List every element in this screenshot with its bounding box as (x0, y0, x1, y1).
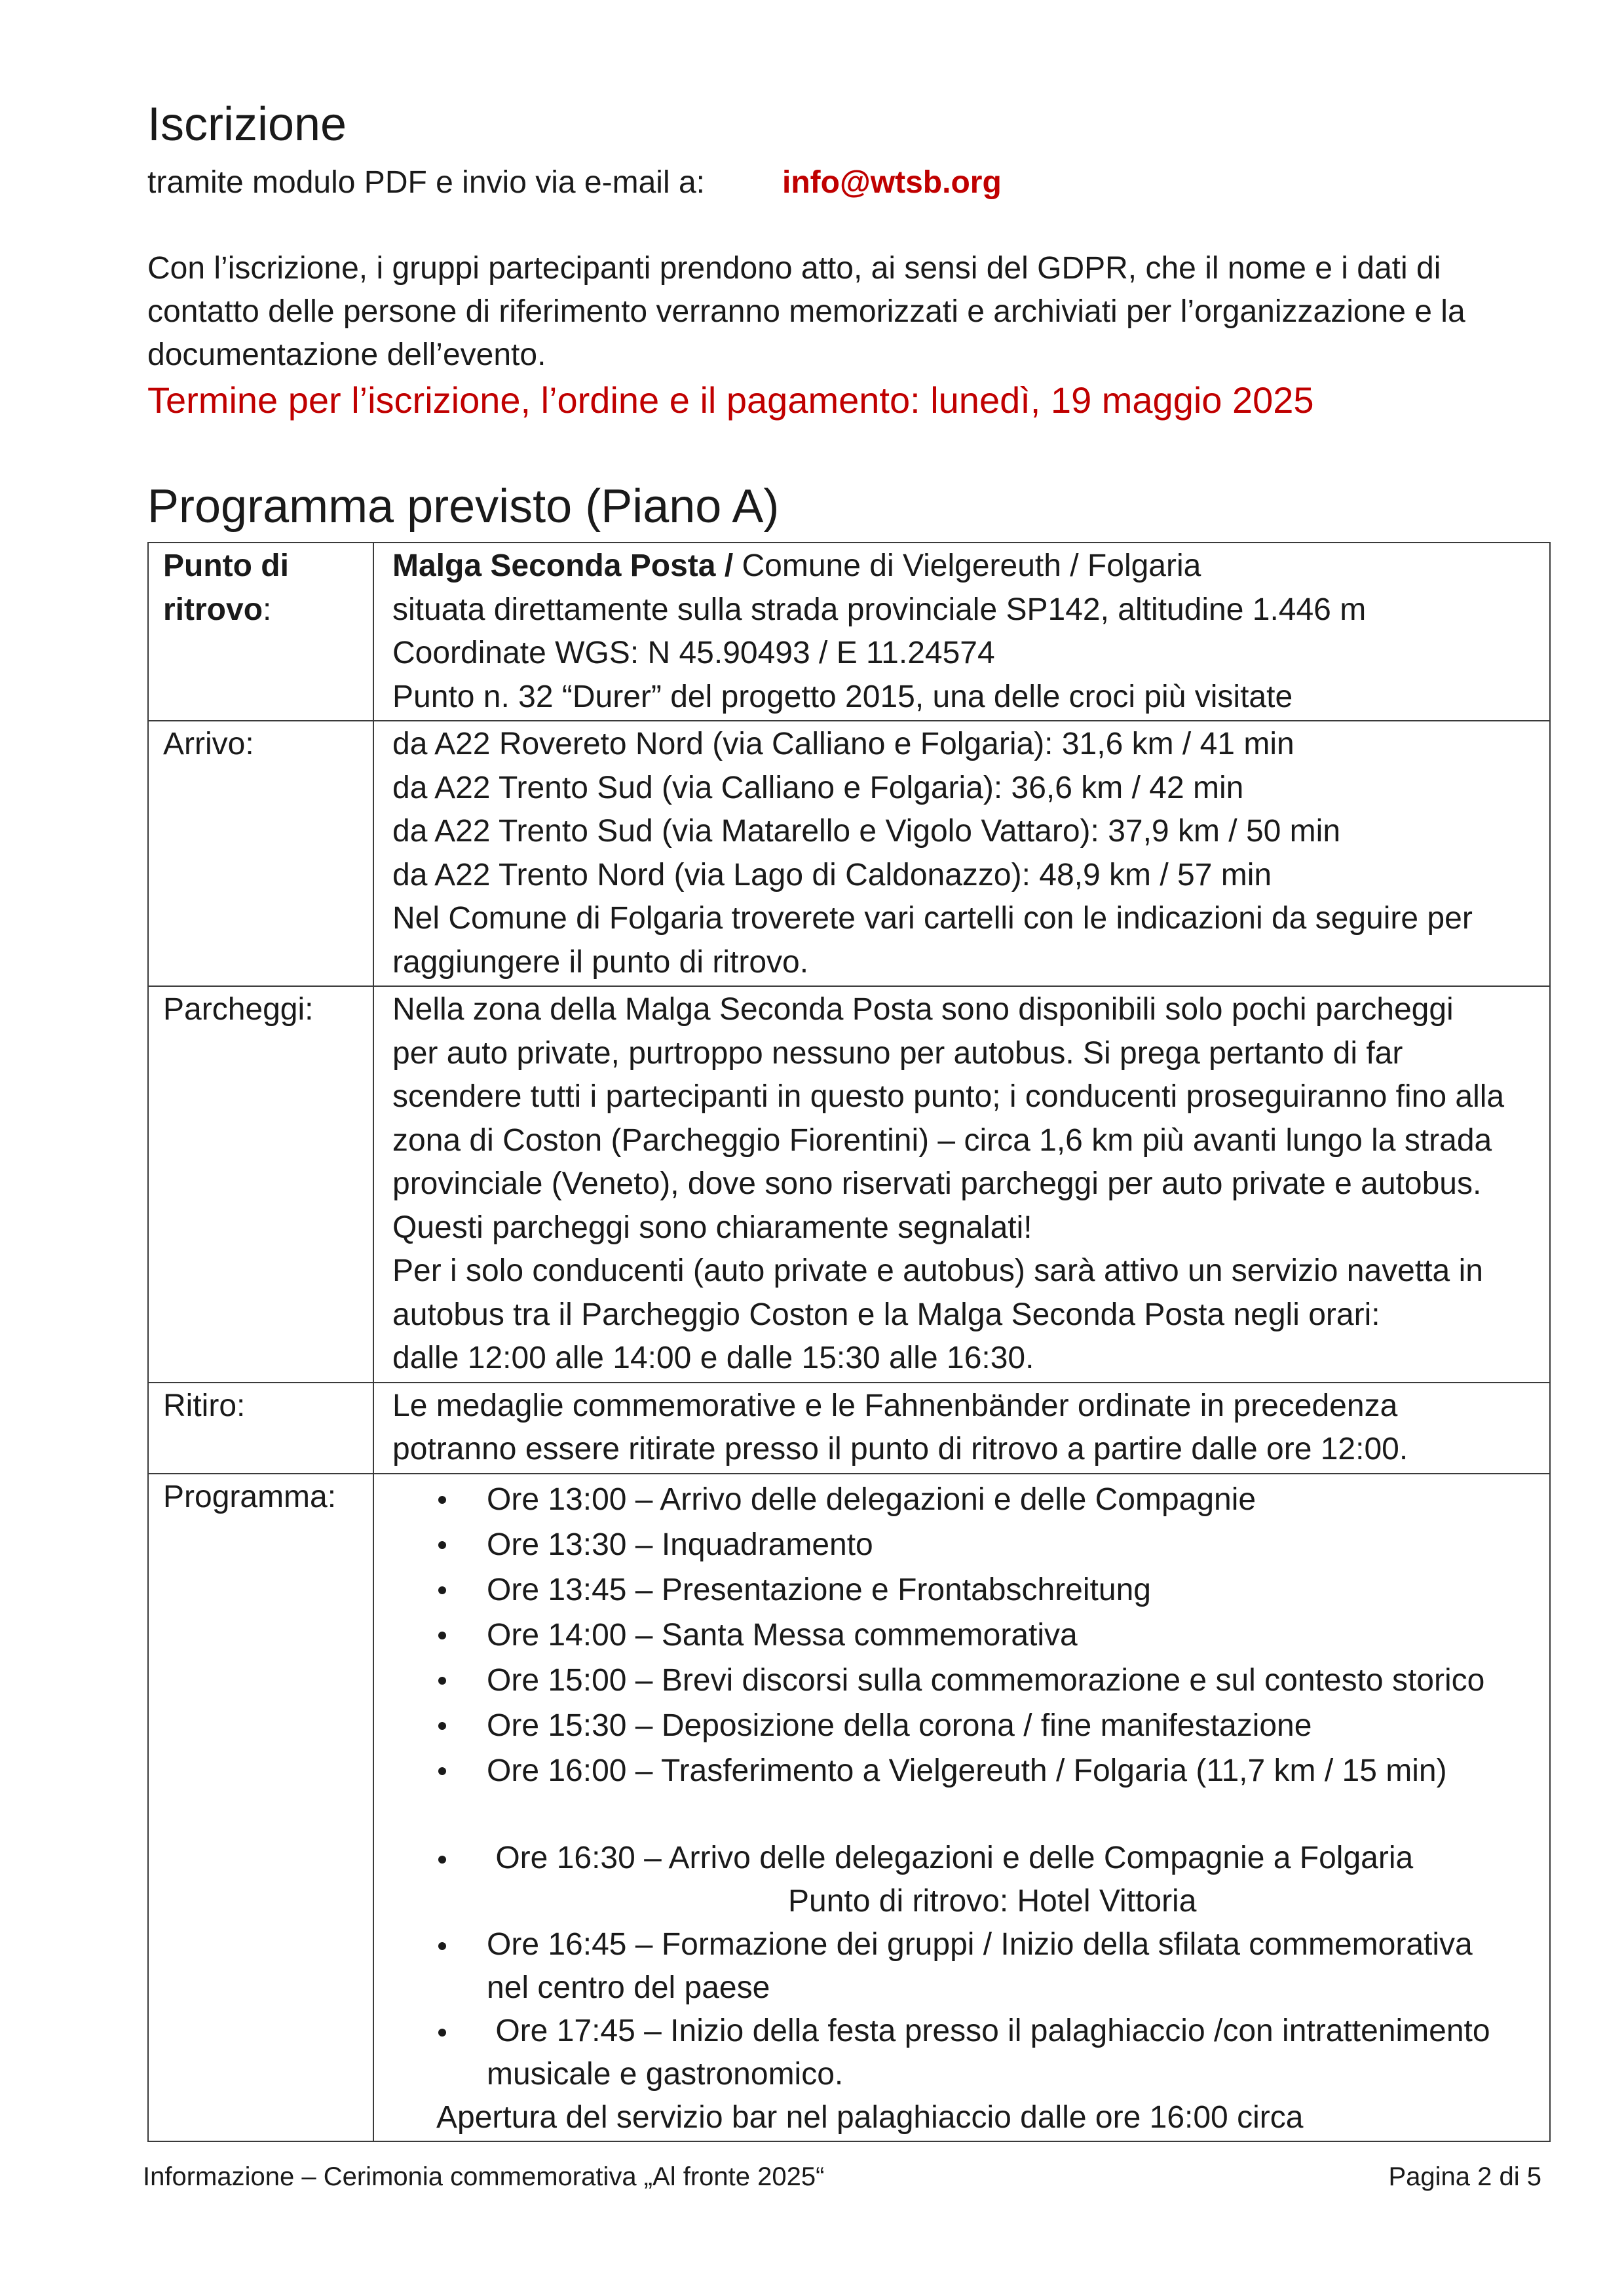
parking-line: zona di Coston (Parcheggio Fiorentini) – circa 1,6 km più avanti lungo la strada (392, 1122, 1492, 1158)
list-item (374, 1567, 1549, 1613)
meeting-place-line: Coordinate WGS: N 45.90493 / E 11.24574 (392, 636, 995, 670)
list-item (374, 2010, 1549, 2096)
pickup-line: potranno essere ritirate presso il punto di ritrovo a partire dalle ore 12:00. (392, 1432, 1408, 1466)
schedule-item-text-cont: musicale e gastronomico. (487, 2056, 844, 2092)
schedule-item-text: Ore 14:00 – Santa Messa commemorativa (487, 1617, 1078, 1653)
deadline-notice: Termine per l’iscrizione, l’ordine e il pagamento: lunedì, 19 maggio 2025 (147, 379, 1314, 421)
list-item (374, 1703, 1549, 1748)
schedule-item-text: Ore 13:00 – Arrivo delle delegazioni e delle Compagnie (487, 1482, 1256, 1517)
schedule-item-text: Ore 16:45 – Formazione dei gruppi / Inizio della sfilata commemorativa (487, 1926, 1473, 1962)
section-title-iscrizione: Iscrizione (147, 98, 347, 151)
bullet-icon (438, 1677, 446, 1685)
schedule-item-text-cont: nel centro del paese (487, 1970, 770, 2005)
row-label-arrivo: Arrivo: (148, 721, 373, 986)
meeting-place-line: situata direttamente sulla strada provinciale SP142, altitudine 1.446 m (392, 592, 1367, 627)
bullet-icon (438, 1632, 446, 1639)
table-row-programma (148, 1474, 1550, 2141)
arrival-note-line: Nel Comune di Folgaria troverete vari cartelli con le indicazioni da seguire per (392, 901, 1473, 936)
row-label-programma: Programma: (148, 1474, 373, 2141)
table-row-ritiro (148, 1383, 1550, 1474)
parking-line: per auto private, purtroppo nessuno per autobus. Si prega pertanto di far (392, 1035, 1403, 1071)
bullet-icon (438, 1541, 446, 1549)
gdpr-line-1: Con l’iscrizione, i gruppi partecipanti prendono atto, ai sensi del GDPR, che il nome e i dati di (147, 251, 1441, 286)
gdpr-line-2: contatto delle persone di riferimento verranno memorizzati e archiviati per l’organizzazione e la (147, 294, 1465, 329)
table-row-parcheggi (148, 986, 1550, 1383)
arrival-note-line: raggiungere il punto di ritrovo. (392, 944, 809, 980)
schedule-item-subtext: Punto di ritrovo: Hotel Vittoria (788, 1883, 1197, 1919)
meeting-place-municipality: Comune di Vielgereuth / Folgaria (733, 548, 1201, 583)
row-content-programma (373, 1474, 1550, 2141)
list-item (374, 1837, 1549, 1923)
row-content-parcheggi (373, 986, 1550, 1383)
schedule-list-folgaria (374, 1837, 1549, 2096)
parking-line: scendere tutti i partecipanti in questo punto; i conducenti proseguiranno fino alla (392, 1079, 1505, 1114)
schedule-item-text: Ore 15:30 – Deposizione della corona / fine manifestazione (487, 1708, 1312, 1743)
arrival-route-line: da A22 Trento Nord (via Lago di Caldonazzo): 48,9 km / 57 min (392, 857, 1272, 892)
parking-line: autobus tra il Parcheggio Coston e la Malga Seconda Posta negli orari: (392, 1297, 1380, 1332)
row-label-punto-ritrovo (148, 543, 373, 721)
bullet-icon (438, 1496, 446, 1504)
footer-title: Informazione – Cerimonia commemorativa „Al fronte 2025“ (143, 2162, 825, 2191)
section-title-programma: Programma previsto (Piano A) (147, 480, 780, 533)
list-item (374, 1658, 1549, 1703)
spacer (374, 1793, 1549, 1837)
list-item (374, 1477, 1549, 1522)
meeting-place-line: Punto n. 32 “Durer” del progetto 2015, una delle croci più visitate (392, 679, 1293, 714)
schedule-item-text: Ore 16:30 – Arrivo delle delegazioni e delle Compagnie a Folgaria (487, 1840, 1414, 1875)
registration-method-text: tramite modulo PDF e invio via e-mail a: (147, 165, 705, 200)
email-link[interactable]: info@wtsb.org (782, 165, 1002, 200)
parking-line: dalle 12:00 alle 14:00 e dalle 15:30 alle 16:30. (392, 1341, 1034, 1375)
list-item (374, 1613, 1549, 1658)
schedule-item-text: Ore 13:30 – Inquadramento (487, 1527, 873, 1562)
row-content-punto-ritrovo (373, 543, 1550, 721)
schedule-item-text: Ore 13:45 – Presentazione e Frontabschreitung (487, 1572, 1151, 1607)
arrival-route-line: da A22 Rovereto Nord (via Calliano e Folgaria): 31,6 km / 41 min (392, 727, 1294, 761)
bullet-icon (438, 1586, 446, 1594)
label-punto-line2: ritrovo (163, 592, 263, 627)
row-content-ritiro (373, 1383, 1550, 1474)
parking-line: Per i solo conducenti (auto private e autobus) sarà attivo un servizio navetta in (392, 1253, 1483, 1288)
bullet-icon (438, 1856, 446, 1864)
schedule-item-text: Ore 17:45 – Inizio della festa presso il palaghiaccio /con intrattenimento (487, 2013, 1490, 2048)
label-punto-colon: : (263, 592, 272, 627)
bullet-icon (438, 2029, 446, 2037)
parking-line: Nella zona della Malga Seconda Posta sono disponibili solo pochi parcheggi (392, 992, 1454, 1027)
row-content-arrivo (373, 721, 1550, 986)
bullet-icon (438, 1767, 446, 1775)
bullet-icon (438, 1942, 446, 1950)
row-label-ritiro: Ritiro: (148, 1383, 373, 1474)
page-number: Pagina 2 di 5 (1388, 2162, 1541, 2191)
list-item (374, 1748, 1549, 1793)
arrival-route-line: da A22 Trento Sud (via Matarello e Vigolo Vattaro): 37,9 km / 50 min (392, 814, 1341, 849)
schedule-item-text: Ore 16:00 – Trasferimento a Vielgereuth / Folgaria (11,7 km / 15 min) (487, 1753, 1447, 1788)
parking-line: Questi parcheggi sono chiaramente segnalati! (392, 1210, 1032, 1245)
meeting-place-name: Malga Seconda Posta / (392, 548, 734, 583)
parking-line: provinciale (Veneto), dove sono riservati parcheggi per auto private e autobus. (392, 1166, 1482, 1201)
table-row-arrivo (148, 721, 1550, 986)
bar-service-note: Apertura del servizio bar nel palaghiaccio dalle ore 16:00 circa (436, 2099, 1304, 2135)
pickup-line: Le medaglie commemorative e le Fahnenbänder ordinate in precedenza (392, 1388, 1398, 1423)
arrival-route-line: da A22 Trento Sud (via Calliano e Folgaria): 36,6 km / 42 min (392, 770, 1244, 805)
gdpr-line-3: documentazione dell’evento. (147, 337, 546, 372)
schedule-item-text: Ore 15:00 – Brevi discorsi sulla commemorazione e sul contesto storico (487, 1662, 1485, 1698)
label-punto-line1: Punto di (163, 548, 289, 583)
list-item (374, 1522, 1549, 1567)
table-row-punto-ritrovo (148, 543, 1550, 721)
row-label-parcheggi: Parcheggi: (148, 986, 373, 1383)
list-item (374, 1923, 1549, 2010)
schedule-list (374, 1477, 1549, 1793)
program-table (147, 542, 1551, 2142)
bullet-icon (438, 1722, 446, 1730)
